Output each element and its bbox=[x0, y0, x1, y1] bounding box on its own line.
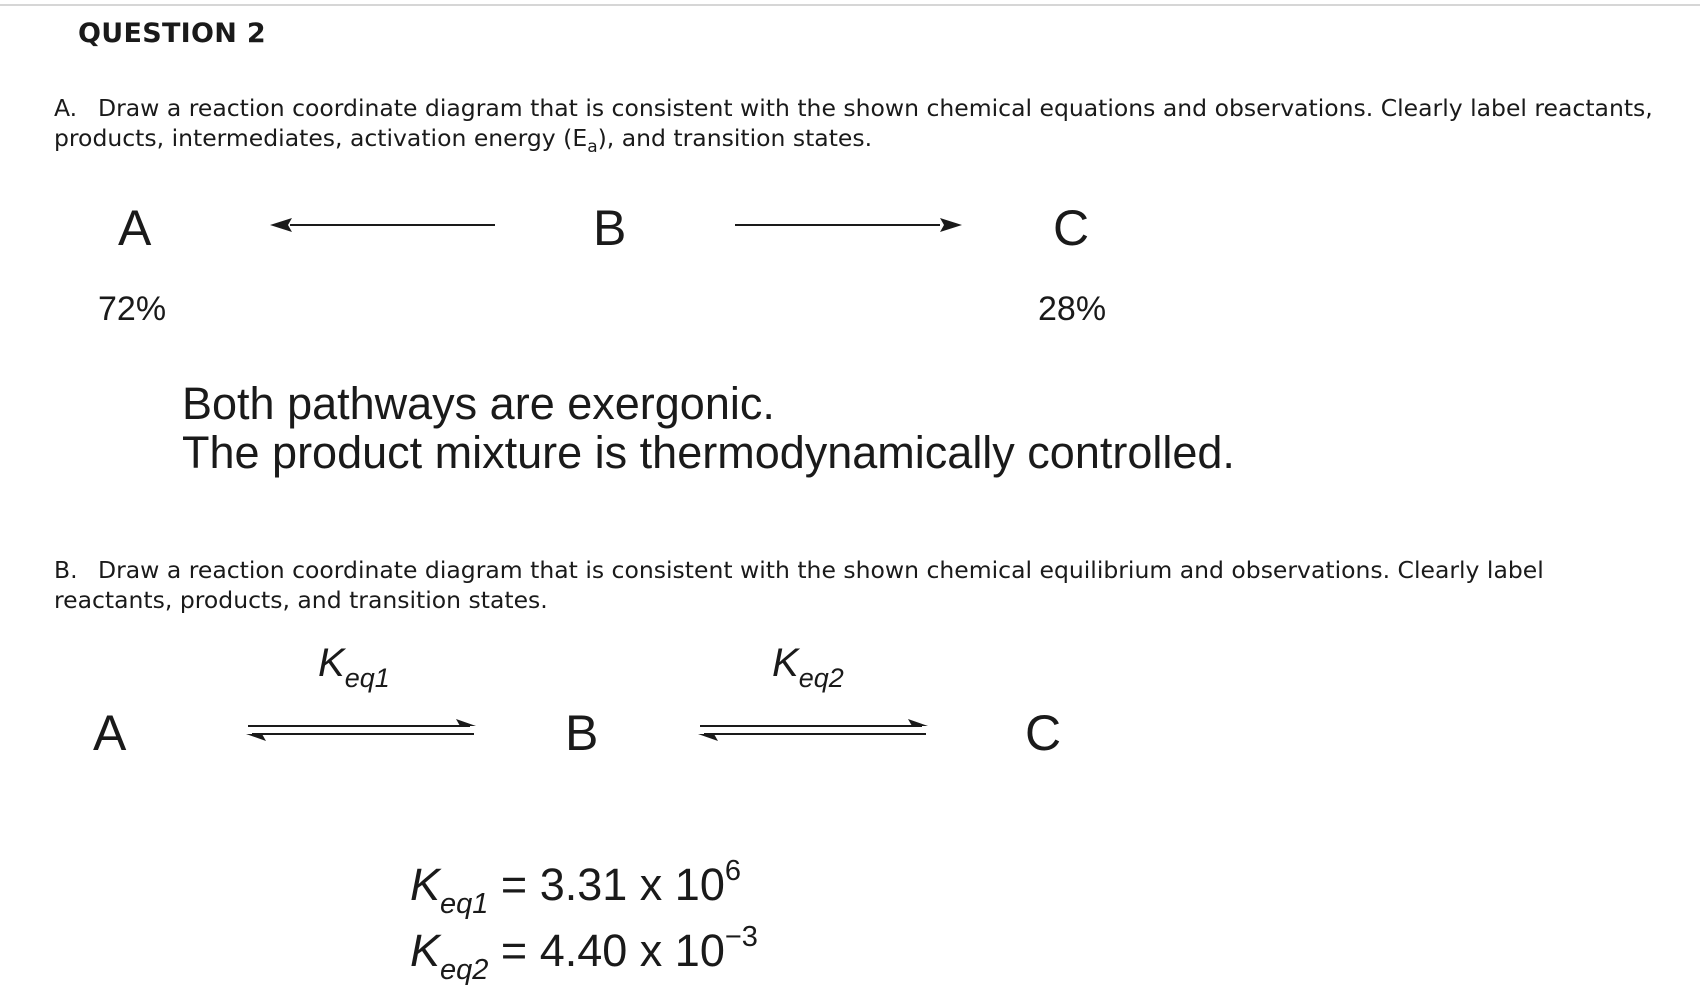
keq2-arrow-label: $K_{eq2}$ bbox=[772, 641, 844, 693]
equilibrium-arrow-icon bbox=[246, 719, 476, 741]
part-a-prompt-text: Draw a reaction coordinate diagram that is consistent with the shown chemical equations and observations. Clearly label reactants, products, intermediates, activation energy (E bbox=[54, 94, 1653, 152]
part-b-species-b: B bbox=[565, 705, 599, 761]
part-a-species-b: B bbox=[593, 200, 627, 256]
part-a-prompt-subscript: a bbox=[587, 137, 598, 157]
part-b-species-a: A bbox=[93, 705, 127, 761]
question-title: QUESTION 2 bbox=[78, 18, 266, 49]
keq2-value-line: $K_{eq2} = 4.40$ x $10^{-3}$ bbox=[410, 921, 758, 986]
right-arrow-icon bbox=[735, 218, 962, 232]
part-b-species-c: C bbox=[1025, 705, 1062, 761]
part-b-prompt-text: Draw a reaction coordinate diagram that is consistent with the shown chemical equilibrium and observations. Clearly label reactants, products, and transition states. bbox=[54, 556, 1544, 614]
part-a-species-a: A bbox=[118, 200, 152, 256]
part-a-statement-2: The product mixture is thermodynamically controlled. bbox=[182, 427, 1235, 478]
part-a-prompt-tail: ), and transition states. bbox=[597, 124, 873, 152]
part-a-yield-c: 28% bbox=[1038, 290, 1107, 328]
equilibrium-arrow-icon bbox=[698, 719, 928, 741]
part-a-letter: A. bbox=[54, 94, 78, 122]
left-arrow-icon bbox=[270, 218, 495, 232]
part-a-statement-1: Both pathways are exergonic. bbox=[182, 378, 775, 429]
part-a-yield-a: 72% bbox=[98, 290, 167, 328]
keq1-value-line: $K_{eq1} = 3.31$ x $10^6$ bbox=[410, 855, 741, 920]
part-b-letter: B. bbox=[54, 556, 78, 584]
part-a-species-c: C bbox=[1053, 200, 1090, 256]
keq1-arrow-label: $K_{eq1}$ bbox=[318, 641, 390, 693]
